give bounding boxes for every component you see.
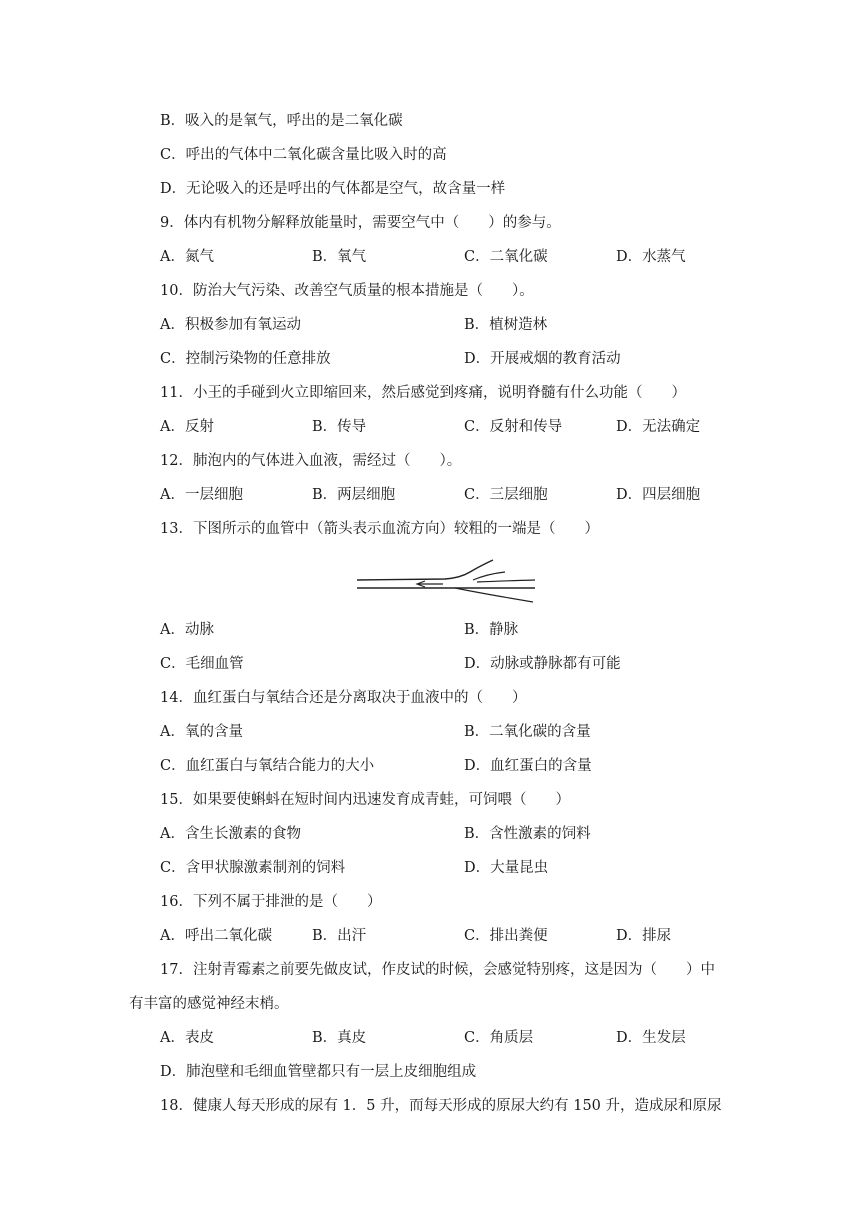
q11-option-c: C．反射和传导 (464, 419, 563, 435)
q14-option-c: C．血红蛋白与氧结合能力的大小 (160, 758, 375, 774)
vessel-main-upper-wall (357, 560, 493, 580)
q11-option-d: D．无法确定 (616, 419, 701, 435)
q8-option-b: B．吸入的是氧气，呼出的是二氧化碳 (160, 113, 403, 129)
q15-option-b: B．含性激素的饲料 (464, 826, 591, 842)
q13-option-c: C．毛细血管 (160, 656, 244, 672)
q17-option-b: B．真皮 (312, 1030, 367, 1046)
q9-option-d: D．水蒸气 (616, 249, 686, 265)
question-17-line-1: 17．注射青霉素之前要先做皮试，作皮试的时候，会感觉特别疼，这是因为（ ）中 (160, 962, 715, 978)
question-9: 9．体内有机物分解释放能量时，需要空气中（ ）的参与。 (160, 215, 561, 231)
blood-vessel-figure (355, 558, 537, 606)
q12-option-a: A．一层细胞 (160, 487, 243, 503)
question-17-line-2: 有丰富的感觉神经末梢。 (129, 996, 289, 1012)
q11-option-b: B．传导 (312, 419, 367, 435)
q9-option-a: A．氮气 (160, 249, 214, 265)
q10-option-a: A．积极参加有氧运动 (160, 317, 301, 333)
vessel-branch-lower (477, 580, 535, 582)
question-16: 16．下列不属于排泄的是（ ） (160, 894, 382, 910)
q17-option-c: C．角质层 (464, 1030, 534, 1046)
q13-option-d: D．动脉或静脉都有可能 (464, 656, 621, 672)
question-15: 15．如果要使蝌蚪在短时间内迅速发育成青蛙，可饲喂（ ） (160, 792, 570, 808)
question-13: 13．下图所示的血管中（箭头表示血流方向）较粗的一端是（ ） (160, 521, 599, 537)
q12-option-d: D．四层细胞 (616, 487, 701, 503)
q16-option-a: A．呼出二氧化碳 (160, 928, 272, 944)
q10-option-c: C．控制污染物的任意排放 (160, 351, 331, 367)
flow-arrow-icon (417, 581, 443, 587)
q15-option-a: A．含生长激素的食物 (160, 826, 301, 842)
q16-option-c: C．排出粪便 (464, 928, 548, 944)
q13-option-a: A．动脉 (160, 622, 214, 638)
q16-option-d: D．排尿 (616, 928, 672, 944)
q11-option-a: A．反射 (160, 419, 214, 435)
question-10: 10．防治大气污染、改善空气质量的根本措施是（ ）。 (160, 283, 534, 299)
q8-option-c: C．呼出的气体中二氧化碳含量比吸入时的高 (160, 147, 447, 163)
q12-option-b: B．两层细胞 (312, 487, 396, 503)
question-18: 18．健康人每天形成的尿有 1．5 升，而每天形成的原尿大约有 150 升，造成尿和原尿 (160, 1098, 722, 1114)
q15-option-d: D．大量昆虫 (464, 860, 549, 876)
q15-option-c: C．含甲状腺激素制剂的饲料 (160, 860, 346, 876)
q10-option-b: B．植树造林 (464, 317, 548, 333)
vessel-branch-upper (473, 572, 505, 580)
stray-option-d: D．肺泡壁和毛细血管壁都只有一层上皮细胞组成 (160, 1064, 477, 1080)
q8-option-d: D．无论吸入的还是呼出的气体都是空气，故含量一样 (160, 181, 506, 197)
q14-option-d: D．血红蛋白的含量 (464, 758, 592, 774)
question-12: 12．肺泡内的气体进入血液，需经过（ ）。 (160, 453, 462, 469)
q14-option-a: A．氧的含量 (160, 724, 243, 740)
q9-option-b: B．氧气 (312, 249, 367, 265)
q16-option-b: B．出汗 (312, 928, 367, 944)
vessel-bottom-outline (455, 588, 533, 602)
q13-option-b: B．静脉 (464, 622, 519, 638)
q10-option-d: D．开展戒烟的教育活动 (464, 351, 621, 367)
q14-option-b: B．二氧化碳的含量 (464, 724, 591, 740)
q17-option-a: A．表皮 (160, 1030, 214, 1046)
q17-option-d: D．生发层 (616, 1030, 686, 1046)
q9-option-c: C．二氧化碳 (464, 249, 548, 265)
q12-option-c: C．三层细胞 (464, 487, 548, 503)
question-11: 11．小王的手碰到火立即缩回来，然后感觉到疼痛，说明脊髓有什么功能（ ） (160, 385, 686, 401)
question-14: 14．血红蛋白与氧结合还是分离取决于血液中的（ ） (160, 690, 527, 706)
